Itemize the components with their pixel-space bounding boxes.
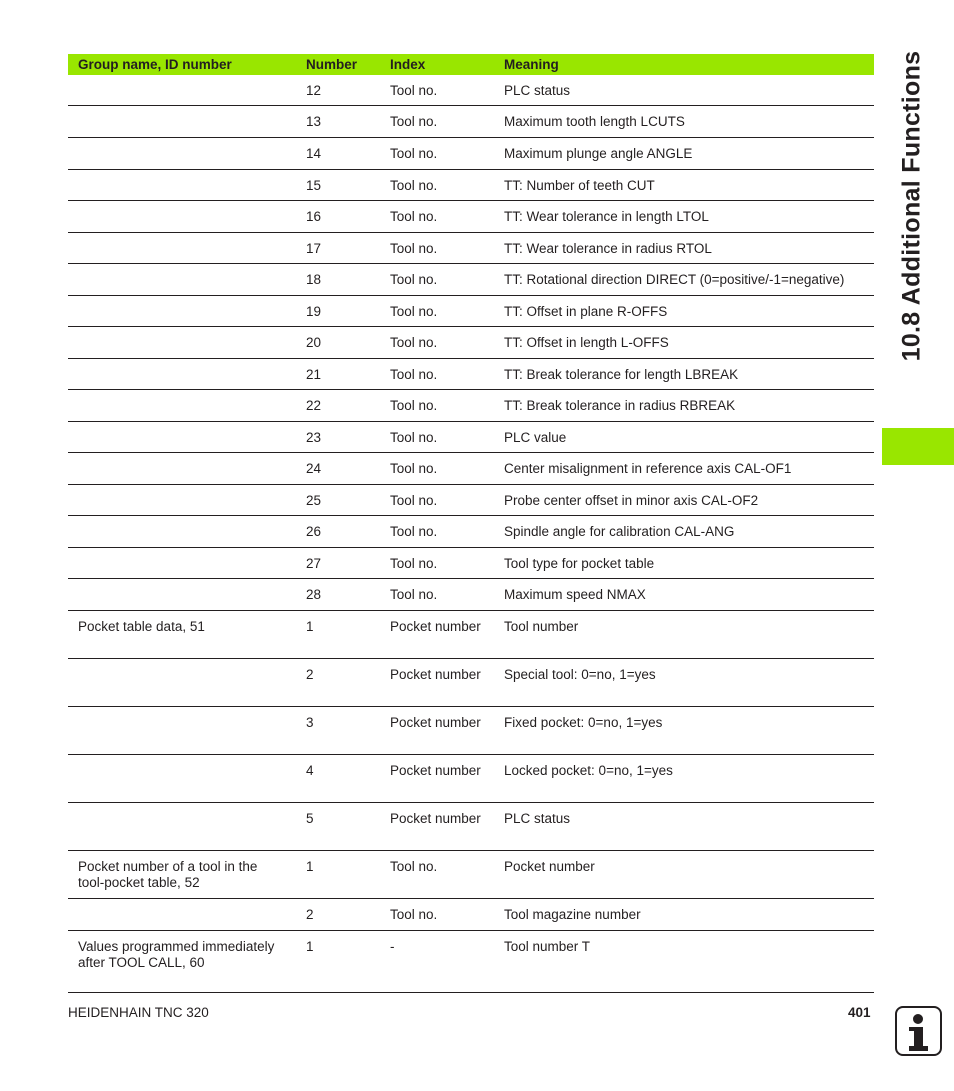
table-row [68, 707, 874, 755]
row-index-cell: Tool no. [380, 548, 494, 579]
row-number-cell: 16 [296, 201, 380, 233]
row-number-cell: 1 [296, 931, 380, 993]
row-group-cell [68, 707, 296, 755]
row-number-cell: 4 [296, 755, 380, 803]
row-number-cell: 1 [296, 611, 380, 659]
row-index-cell: Tool no. [380, 390, 494, 422]
row-number-cell: 2 [296, 659, 380, 707]
row-number-cell: 20 [296, 327, 380, 359]
row-number-cell: 22 [296, 390, 380, 422]
row-number-cell: 23 [296, 422, 380, 453]
row-number-cell: 25 [296, 485, 380, 516]
table-body [68, 75, 874, 993]
table-header-row [68, 54, 874, 75]
table-row [68, 106, 874, 138]
row-meaning-cell: Tool number [494, 611, 874, 659]
row-group-cell [68, 899, 296, 931]
row-index-cell: Tool no. [380, 170, 494, 201]
row-group-cell [68, 579, 296, 611]
row-index-cell: Tool no. [380, 453, 494, 485]
row-meaning-cell: Maximum plunge angle ANGLE [494, 138, 874, 170]
table-row [68, 453, 874, 485]
row-group-cell: Pocket number of a tool in the tool-pocket table, 52 [68, 851, 296, 899]
row-group-cell [68, 75, 296, 106]
row-meaning-cell: Maximum tooth length LCUTS [494, 106, 874, 138]
row-index-cell: Tool no. [380, 485, 494, 516]
row-index-cell: Pocket number [380, 707, 494, 755]
row-group-cell [68, 264, 296, 296]
row-index-cell: Tool no. [380, 264, 494, 296]
row-meaning-cell: TT: Number of teeth CUT [494, 170, 874, 201]
table-row [68, 579, 874, 611]
row-index-cell: Tool no. [380, 75, 494, 106]
row-meaning-cell: PLC status [494, 803, 874, 851]
header-group: Group name, ID number [68, 54, 296, 75]
row-index-cell: Tool no. [380, 579, 494, 611]
row-meaning-cell: Special tool: 0=no, 1=yes [494, 659, 874, 707]
table-row [68, 422, 874, 453]
table-row [68, 548, 874, 579]
row-number-cell: 5 [296, 803, 380, 851]
row-number-cell: 14 [296, 138, 380, 170]
row-meaning-cell: Pocket number [494, 851, 874, 899]
row-group-cell: Pocket table data, 51 [68, 611, 296, 659]
row-meaning-cell: PLC value [494, 422, 874, 453]
row-number-cell: 24 [296, 453, 380, 485]
row-index-cell: Tool no. [380, 422, 494, 453]
row-group-cell [68, 803, 296, 851]
row-number-cell: 27 [296, 548, 380, 579]
table-row [68, 75, 874, 106]
table-row [68, 170, 874, 201]
row-group-cell [68, 138, 296, 170]
row-meaning-cell: Locked pocket: 0=no, 1=yes [494, 755, 874, 803]
row-group-cell [68, 201, 296, 233]
row-meaning-cell: TT: Wear tolerance in radius RTOL [494, 233, 874, 264]
functions-table [68, 54, 874, 993]
row-number-cell: 19 [296, 296, 380, 327]
row-group-cell [68, 453, 296, 485]
row-meaning-cell: Center misalignment in reference axis CAL-OF1 [494, 453, 874, 485]
row-meaning-cell: Spindle angle for calibration CAL-ANG [494, 516, 874, 548]
row-meaning-cell: PLC status [494, 75, 874, 106]
row-index-cell: Tool no. [380, 327, 494, 359]
table-row [68, 264, 874, 296]
row-number-cell: 1 [296, 851, 380, 899]
table-row [68, 359, 874, 390]
row-number-cell: 17 [296, 233, 380, 264]
table-row [68, 899, 874, 931]
row-group-cell [68, 485, 296, 516]
table-row [68, 201, 874, 233]
footer-product: HEIDENHAIN TNC 320 [68, 1005, 209, 1020]
footer-page-number: 401 [848, 1005, 871, 1020]
table-row [68, 296, 874, 327]
row-meaning-cell: TT: Rotational direction DIRECT (0=positive/-1=negative) [494, 264, 874, 296]
row-index-cell: Pocket number [380, 755, 494, 803]
row-index-cell: Tool no. [380, 106, 494, 138]
row-group-cell [68, 233, 296, 264]
row-index-cell: Tool no. [380, 899, 494, 931]
row-index-cell: Tool no. [380, 851, 494, 899]
row-group-cell: Values programmed immediately after TOOL CALL, 60 [68, 931, 296, 993]
row-index-cell: Pocket number [380, 659, 494, 707]
row-meaning-cell: Probe center offset in minor axis CAL-OF2 [494, 485, 874, 516]
table-row [68, 390, 874, 422]
row-index-cell: - [380, 931, 494, 993]
row-number-cell: 18 [296, 264, 380, 296]
table-row [68, 485, 874, 516]
row-meaning-cell: TT: Offset in plane R-OFFS [494, 296, 874, 327]
table-row [68, 611, 874, 659]
row-index-cell: Pocket number [380, 611, 494, 659]
header-meaning: Meaning [494, 54, 874, 75]
row-index-cell: Tool no. [380, 516, 494, 548]
row-group-cell [68, 755, 296, 803]
row-group-cell [68, 659, 296, 707]
row-number-cell: 2 [296, 899, 380, 931]
table-row [68, 516, 874, 548]
row-number-cell: 21 [296, 359, 380, 390]
table-row [68, 931, 874, 993]
table-row [68, 755, 874, 803]
row-group-cell [68, 327, 296, 359]
table-row [68, 803, 874, 851]
row-meaning-cell: TT: Wear tolerance in length LTOL [494, 201, 874, 233]
row-group-cell [68, 422, 296, 453]
row-number-cell: 26 [296, 516, 380, 548]
row-meaning-cell: Tool number T [494, 931, 874, 993]
row-group-cell [68, 548, 296, 579]
header-number: Number [296, 54, 380, 75]
info-icon [895, 1006, 942, 1056]
row-meaning-cell: Maximum speed NMAX [494, 579, 874, 611]
row-index-cell: Tool no. [380, 359, 494, 390]
row-group-cell [68, 516, 296, 548]
row-number-cell: 15 [296, 170, 380, 201]
row-index-cell: Pocket number [380, 803, 494, 851]
table-row [68, 327, 874, 359]
row-number-cell: 3 [296, 707, 380, 755]
row-index-cell: Tool no. [380, 138, 494, 170]
section-title-vertical [892, 50, 932, 362]
row-number-cell: 12 [296, 75, 380, 106]
chapter-tab-marker [882, 428, 954, 465]
row-group-cell [68, 359, 296, 390]
table-row [68, 851, 874, 899]
row-meaning-cell: TT: Break tolerance in radius RBREAK [494, 390, 874, 422]
row-group-cell [68, 106, 296, 138]
row-group-cell [68, 170, 296, 201]
row-index-cell: Tool no. [380, 296, 494, 327]
row-index-cell: Tool no. [380, 233, 494, 264]
row-meaning-cell: Tool type for pocket table [494, 548, 874, 579]
row-meaning-cell: Tool magazine number [494, 899, 874, 931]
row-number-cell: 28 [296, 579, 380, 611]
row-number-cell: 13 [296, 106, 380, 138]
table-row [68, 138, 874, 170]
row-group-cell [68, 390, 296, 422]
row-meaning-cell: Fixed pocket: 0=no, 1=yes [494, 707, 874, 755]
header-index: Index [380, 54, 494, 75]
section-title-text: 10.8 Additional Functions [897, 50, 926, 362]
row-group-cell [68, 296, 296, 327]
row-meaning-cell: TT: Offset in length L-OFFS [494, 327, 874, 359]
table-row [68, 659, 874, 707]
row-index-cell: Tool no. [380, 201, 494, 233]
row-meaning-cell: TT: Break tolerance for length LBREAK [494, 359, 874, 390]
table-row [68, 233, 874, 264]
